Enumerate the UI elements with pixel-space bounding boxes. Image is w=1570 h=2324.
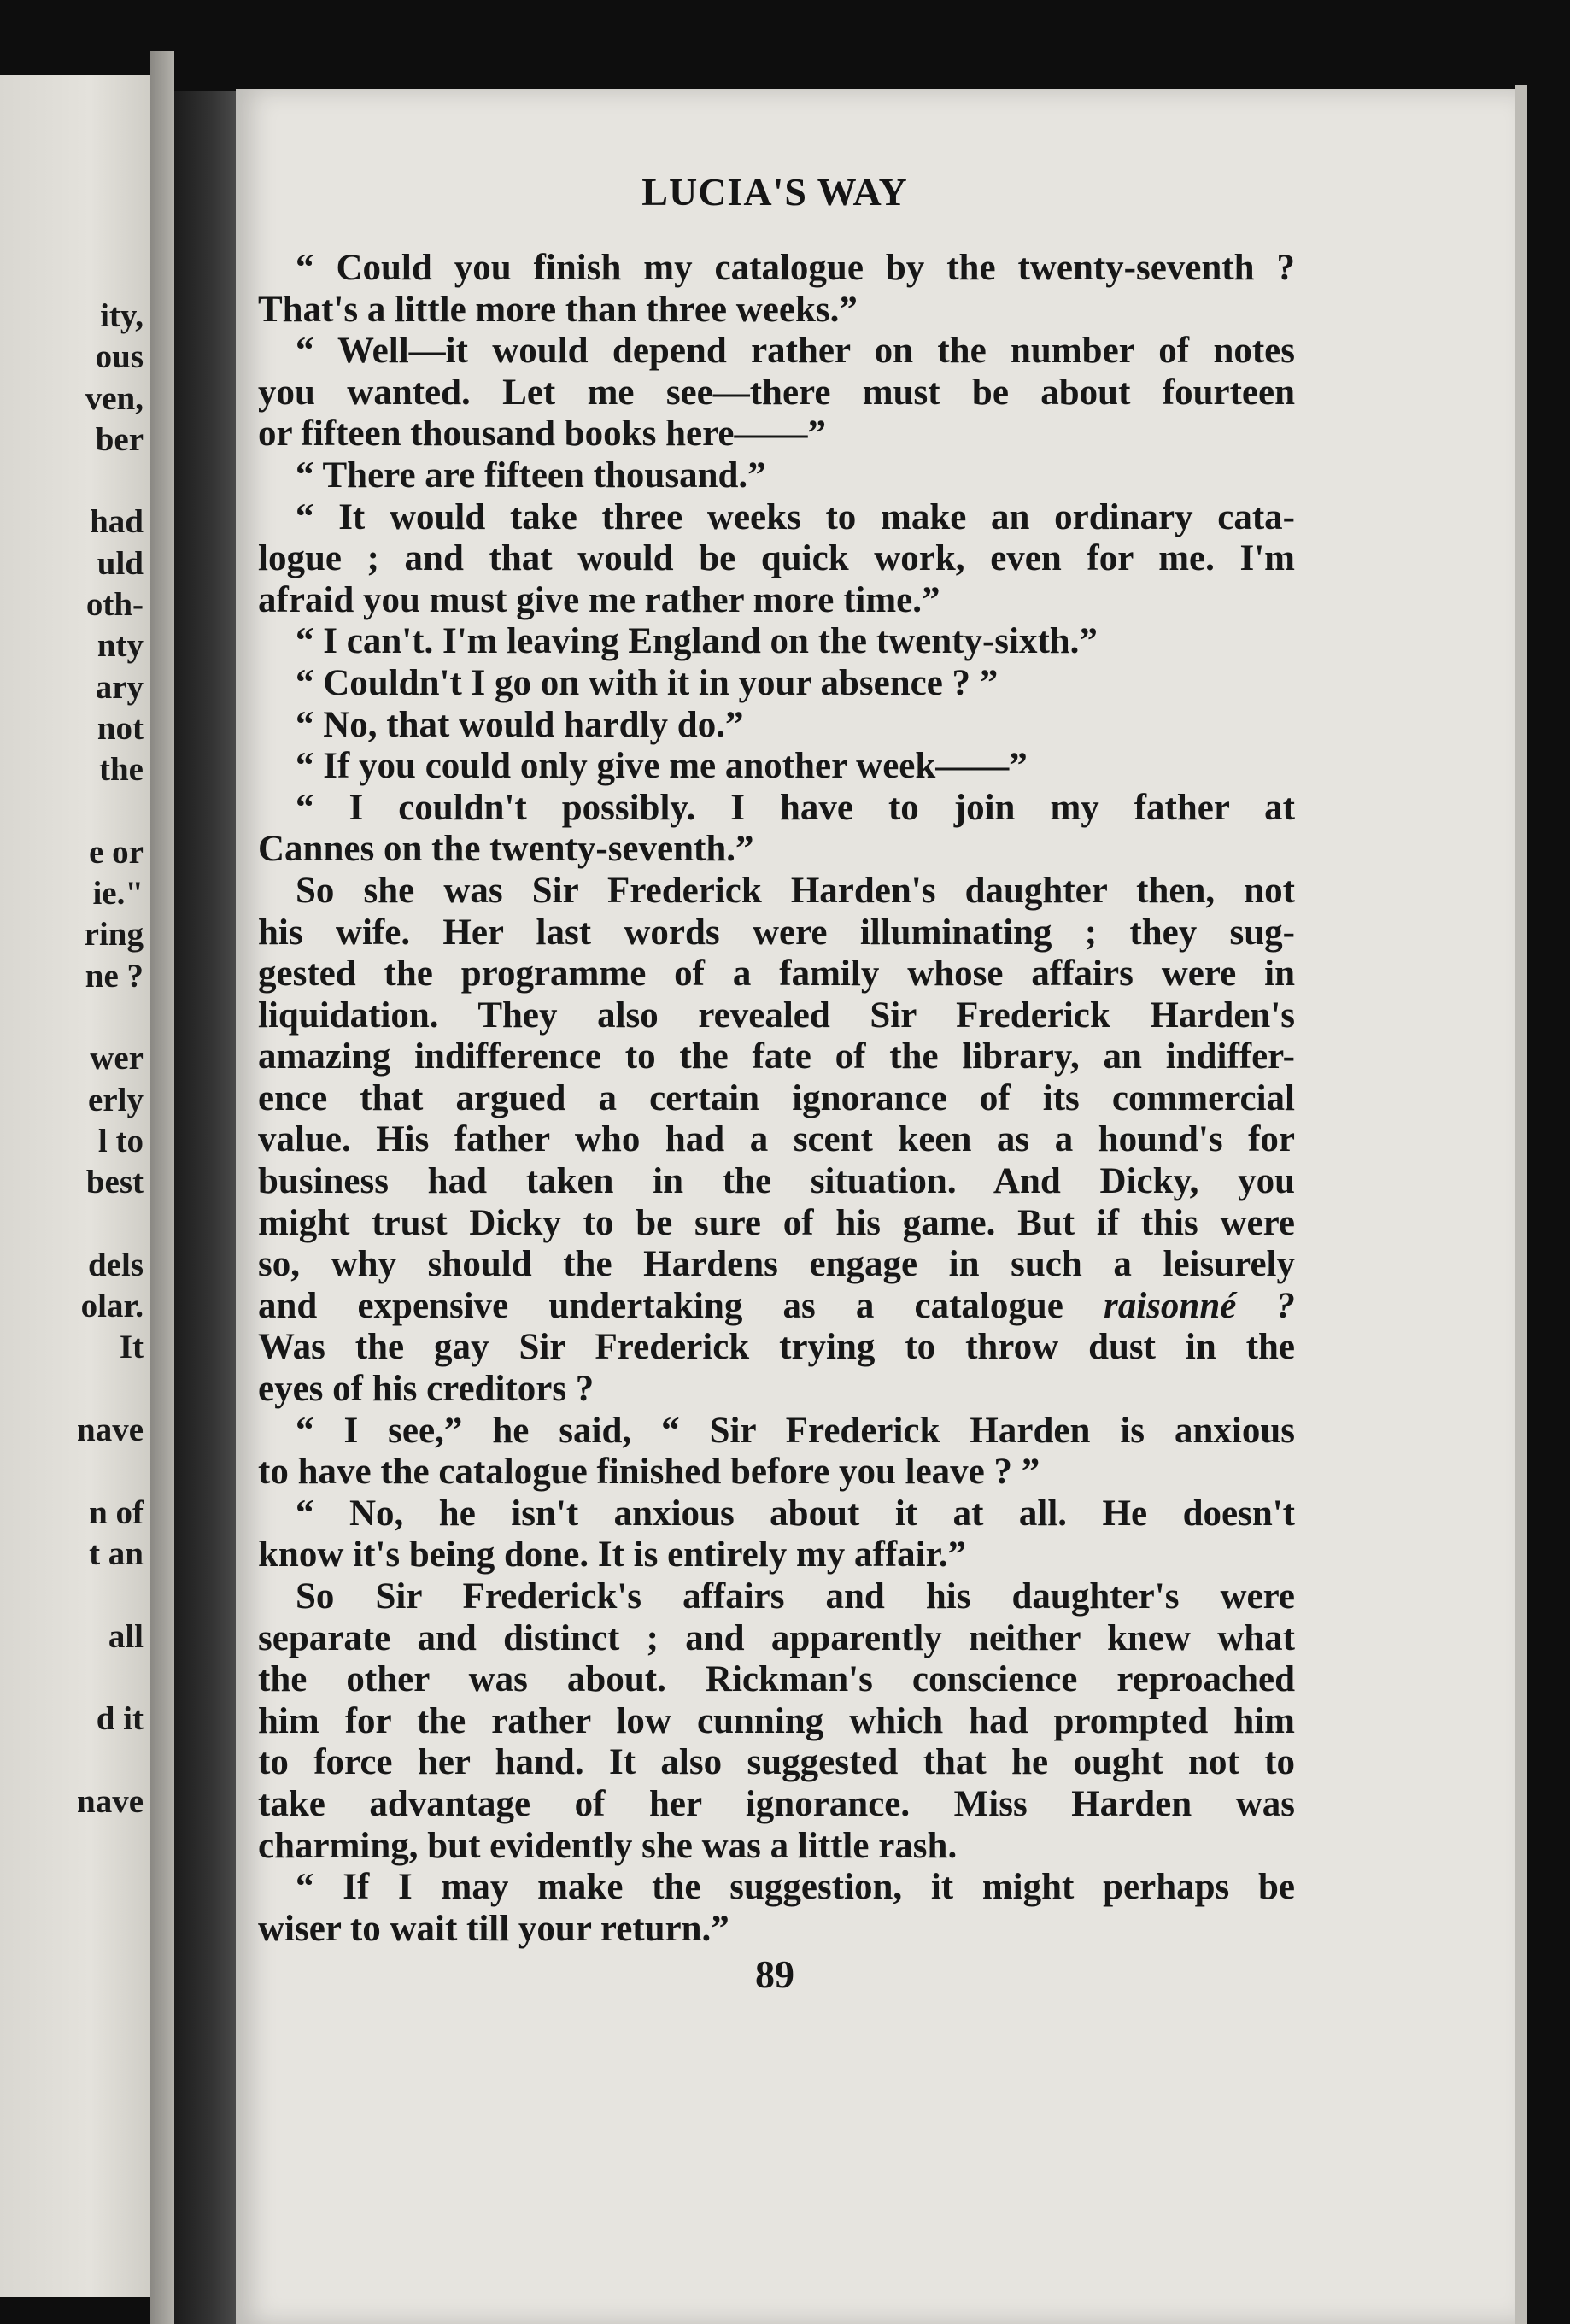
text-line: so, why should the Hardens engage in such a leisurely: [258, 1244, 1295, 1285]
left-fragment: d it: [96, 1700, 144, 1738]
left-fragment: [77, 1369, 144, 1410]
left-fragment: best: [85, 1164, 144, 1201]
text-line: logue ; and that would be quick work, even for me. I'm: [258, 538, 1295, 579]
left-fragment: ber: [95, 420, 144, 458]
left-fragment: had: [90, 503, 144, 541]
page-number: 89: [755, 1952, 794, 1996]
text-line: his wife. Her last words were illuminating ; they sug-: [258, 912, 1295, 953]
left-fragment: the: [99, 751, 144, 789]
spine-shadow: [174, 91, 236, 2324]
left-fragment: [77, 461, 144, 502]
text-line: “ Well—it would depend rather on the number of notes: [296, 331, 1295, 372]
text-line: might trust Dicky to be sure of his game. But if this were: [258, 1202, 1295, 1243]
text-line: business had taken in the situation. And Dicky, you: [258, 1161, 1295, 1202]
left-fragment: [77, 1740, 144, 1781]
left-fragment: nave: [77, 1782, 144, 1820]
text-line: That's a little more than three weeks.”: [258, 289, 858, 330]
left-fragment: ary: [95, 668, 144, 706]
text-line: “ I can't. I'm leaving England on the twenty-sixth.”: [296, 621, 1098, 662]
text-line: you wanted. Let me see—there must be about fourteen: [258, 372, 1295, 413]
left-fragment: wer: [90, 1040, 144, 1077]
text-line: “ It would take three weeks to make an ordinary cata-: [296, 496, 1295, 537]
left-fragment: ie.": [92, 875, 144, 913]
left-fragment: t an: [89, 1535, 144, 1572]
left-fragment: nave: [77, 1411, 144, 1449]
text-line: to force her hand. It also suggested that he ought not to: [258, 1742, 1295, 1783]
text-line: “ Could you finish my catalogue by the twenty-seventh ?: [296, 248, 1295, 288]
text-line: him for the rather low cunning which had prompted him: [258, 1700, 1295, 1741]
left-fragment: n of: [89, 1494, 144, 1531]
text-line: Was the gay Sir Frederick trying to throw dust in the: [258, 1327, 1295, 1368]
left-fragment: erly: [88, 1081, 144, 1118]
left-fragment: ous: [95, 338, 144, 376]
text-line: the other was about. Rickman's conscience reproached: [258, 1659, 1295, 1700]
text-line: wiser to wait till your return.”: [258, 1908, 729, 1949]
left-fragment: [77, 1451, 144, 1492]
left-fragment: all: [108, 1617, 144, 1655]
text-line: know it's being done. It is entirely my affair.”: [258, 1535, 966, 1576]
text-line: So she was Sir Frederick Harden's daughter then, not: [296, 870, 1295, 911]
left-fragment: [77, 1658, 144, 1699]
italic-term: raisonné ?: [1104, 1285, 1295, 1326]
text-line: “ If I may make the suggestion, it might perhaps be: [296, 1867, 1295, 1908]
left-fragment: not: [97, 709, 144, 747]
text-line: Cannes on the twenty-seventh.”: [258, 829, 754, 870]
left-page-text-fragments: [77, 296, 144, 1822]
text-line: “ No, that would hardly do.”: [296, 704, 744, 745]
text-line: liquidation. They also revealed Sir Frederick Harden's: [258, 995, 1295, 1036]
left-fragment: [77, 791, 144, 832]
text-line: and expensive undertaking as a catalogue raisonné ?: [258, 1285, 1295, 1326]
text-line: charming, but evidently she was a little rash.: [258, 1825, 958, 1866]
left-fragment: nty: [97, 627, 144, 665]
text-line: eyes of his creditors ?: [258, 1369, 595, 1410]
text-line: to have the catalogue finished before you leave ? ”: [258, 1452, 1040, 1493]
book-gutter: [150, 51, 174, 2324]
text-line: “ I see,” he said, “ Sir Frederick Harden is anxious: [296, 1410, 1295, 1451]
text-line: separate and distinct ; and apparently neither knew what: [258, 1617, 1295, 1658]
text-line: So Sir Frederick's affairs and his daughter's were: [296, 1576, 1295, 1617]
left-fragment: ity,: [100, 297, 144, 334]
running-head: LUCIA'S WAY: [641, 170, 908, 214]
left-fragment: dels: [87, 1246, 144, 1283]
left-fragment: [77, 1575, 144, 1616]
left-fragment: uld: [97, 544, 144, 582]
left-fragment: ring: [84, 916, 144, 954]
text-line: take advantage of her ignorance. Miss Harden was: [258, 1783, 1295, 1824]
left-fragment: [77, 1204, 144, 1245]
text-line: amazing indifference to the fate of the library, an indiffer-: [258, 1036, 1295, 1077]
text-line: ence that argued a certain ignorance of its commercial: [258, 1077, 1295, 1118]
left-fragment: ne ?: [85, 957, 144, 995]
text-line: value. His father who had a scent keen as a hound's for: [258, 1119, 1295, 1160]
text-line: “ No, he isn't anxious about it at all. He doesn't: [296, 1493, 1295, 1534]
left-fragment: olar.: [80, 1288, 144, 1325]
left-fragment: It: [119, 1329, 144, 1366]
text-line: afraid you must give me rather more time.”: [258, 579, 940, 620]
text-line: gested the programme of a family whose affairs were in: [258, 954, 1295, 995]
left-page-edge: [0, 75, 150, 2297]
text-line: “ If you could only give me another week——”: [296, 746, 1028, 787]
left-fragment: ven,: [85, 379, 144, 417]
text-line: or fifteen thousand books here——”: [258, 414, 826, 455]
left-fragment: l to: [97, 1122, 144, 1159]
left-fragment: e or: [89, 833, 144, 871]
text-line: “ I couldn't possibly. I have to join my father at: [296, 787, 1295, 828]
left-fragment: oth-: [85, 586, 144, 624]
page-edge: [1515, 85, 1527, 2324]
left-fragment: [77, 997, 144, 1038]
body-text: [258, 248, 1295, 1950]
text-line: “ Couldn't I go on with it in your absence ? ”: [296, 662, 999, 703]
text-line: “ There are fifteen thousand.”: [296, 455, 766, 496]
